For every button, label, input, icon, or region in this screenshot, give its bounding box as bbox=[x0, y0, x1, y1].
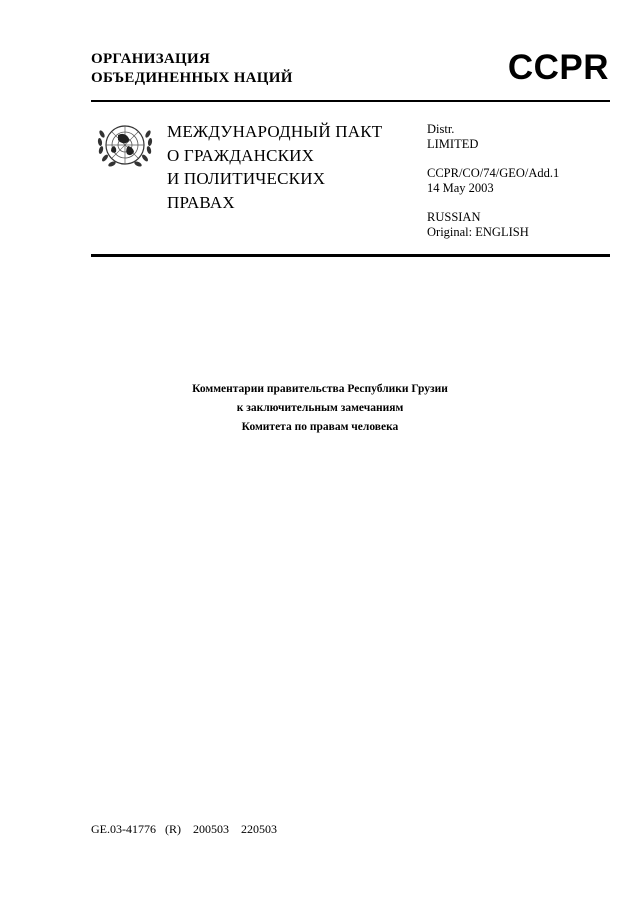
distribution-value: LIMITED bbox=[427, 137, 479, 151]
organization-name-line2: ОБЪЕДИНЕННЫХ НАЦИЙ bbox=[91, 70, 293, 86]
un-emblem-icon bbox=[92, 118, 158, 174]
covenant-title-line1: МЕЖДУНАРОДНЫЙ ПАКТ bbox=[167, 122, 383, 141]
document-title-line2: к заключительным замечаниям bbox=[236, 402, 404, 414]
document-title-line3: Комитета по правам человека bbox=[241, 421, 399, 433]
organization-name-line1: ОРГАНИЗАЦИЯ bbox=[91, 51, 211, 67]
document-series-symbol: CCPR bbox=[507, 48, 609, 87]
covenant-title-line3: И ПОЛИТИЧЕСКИХ bbox=[167, 169, 326, 188]
covenant-title-line2: О ГРАЖДАНСКИХ bbox=[167, 145, 315, 165]
covenant-title-line4: ПРАВАХ bbox=[167, 192, 235, 212]
header-top-rule bbox=[91, 100, 610, 102]
document-language: RUSSIAN bbox=[427, 210, 481, 224]
organization-name bbox=[91, 50, 293, 88]
covenant-title bbox=[167, 120, 382, 214]
document-title bbox=[0, 380, 640, 437]
document-date: 14 May 2003 bbox=[427, 181, 494, 195]
document-metadata bbox=[427, 122, 559, 240]
distribution-label: Distr. bbox=[427, 122, 455, 136]
job-number-footer: GE.03-41776 (R) 200503 220503 bbox=[91, 822, 277, 836]
original-language: Original: ENGLISH bbox=[427, 225, 529, 239]
document-symbol: CCPR/CO/74/GEO/Add.1 bbox=[427, 166, 560, 180]
document-title-line1: Комментарии правительства Республики Грузии bbox=[192, 383, 448, 395]
header-bottom-rule bbox=[91, 254, 610, 257]
